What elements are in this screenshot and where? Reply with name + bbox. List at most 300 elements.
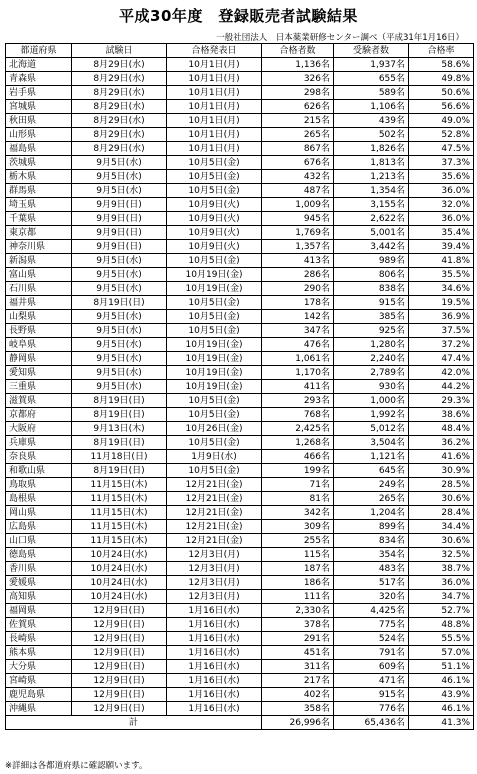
examinees-cell: 806名	[334, 268, 409, 282]
pass-rate-cell: 42.0%	[409, 366, 474, 380]
announcement-date-cell: 10月19日(金)	[167, 366, 262, 380]
examinees-cell: 1,121名	[334, 450, 409, 464]
announcement-date-cell: 1月16日(水)	[167, 702, 262, 716]
announcement-date-cell: 1月16日(水)	[167, 660, 262, 674]
pass-rate-cell: 35.5%	[409, 268, 474, 282]
table-row	[6, 352, 474, 366]
pass-rate-cell: 37.2%	[409, 338, 474, 352]
exam-date-cell: 8月29日(水)	[72, 72, 167, 86]
announcement-date-cell: 10月5日(金)	[167, 254, 262, 268]
page-title: 平成30年度 登録販売者試験結果	[119, 7, 358, 25]
passed-cell: 217名	[262, 674, 334, 688]
prefecture-cell: 福島県	[6, 142, 72, 156]
examinees-cell: 1,280名	[334, 338, 409, 352]
exam-date-cell: 12月9日(日)	[72, 646, 167, 660]
table-row	[6, 254, 474, 268]
passed-cell: 1,009名	[262, 198, 334, 212]
passed-cell: 1,170名	[262, 366, 334, 380]
exam-date-cell: 11月15日(木)	[72, 478, 167, 492]
passed-cell: 293名	[262, 394, 334, 408]
prefecture-cell: 北海道	[6, 58, 72, 72]
table-row	[6, 674, 474, 688]
examinees-cell: 1,354名	[334, 184, 409, 198]
pass-rate-cell: 36.0%	[409, 212, 474, 226]
header-prefecture: 都道府県	[6, 44, 72, 58]
announcement-date-cell: 10月1日(月)	[167, 128, 262, 142]
exam-date-cell: 9月5日(水)	[72, 324, 167, 338]
exam-date-cell: 9月5日(水)	[72, 268, 167, 282]
prefecture-cell: 栃木県	[6, 170, 72, 184]
passed-cell: 142名	[262, 310, 334, 324]
exam-date-cell: 12月9日(日)	[72, 674, 167, 688]
exam-date-cell: 12月9日(日)	[72, 618, 167, 632]
prefecture-cell: 秋田県	[6, 114, 72, 128]
examinees-cell: 791名	[334, 646, 409, 660]
announcement-date-cell: 1月9日(水)	[167, 450, 262, 464]
passed-cell: 487名	[262, 184, 334, 198]
table-row	[6, 72, 474, 86]
table-row	[6, 408, 474, 422]
pass-rate-cell: 57.0%	[409, 646, 474, 660]
prefecture-cell: 沖縄県	[6, 702, 72, 716]
prefecture-cell: 長野県	[6, 324, 72, 338]
announcement-date-cell: 10月19日(金)	[167, 268, 262, 282]
passed-cell: 199名	[262, 464, 334, 478]
announcement-date-cell: 12月3日(月)	[167, 548, 262, 562]
prefecture-cell: 和歌山県	[6, 464, 72, 478]
prefecture-cell: 福井県	[6, 296, 72, 310]
header-pass-rate: 合格率	[409, 44, 474, 58]
table-row	[6, 660, 474, 674]
announcement-date-cell: 12月3日(月)	[167, 576, 262, 590]
table-row	[6, 436, 474, 450]
table-row	[6, 534, 474, 548]
exam-date-cell: 9月5日(水)	[72, 366, 167, 380]
passed-cell: 867名	[262, 142, 334, 156]
header-examinees: 受験者数	[334, 44, 409, 58]
announcement-date-cell: 10月5日(金)	[167, 156, 262, 170]
passed-cell: 411名	[262, 380, 334, 394]
passed-cell: 347名	[262, 324, 334, 338]
announcement-date-cell: 12月3日(月)	[167, 590, 262, 604]
prefecture-cell: 新潟県	[6, 254, 72, 268]
table-row	[6, 506, 474, 520]
exam-date-cell: 8月29日(水)	[72, 86, 167, 100]
prefecture-cell: 青森県	[6, 72, 72, 86]
exam-date-cell: 9月13日(木)	[72, 422, 167, 436]
examinees-cell: 4,425名	[334, 604, 409, 618]
passed-cell: 342名	[262, 506, 334, 520]
announcement-date-cell: 1月16日(水)	[167, 688, 262, 702]
total-rate: 41.3%	[409, 716, 474, 730]
exam-date-cell: 12月9日(日)	[72, 604, 167, 618]
prefecture-cell: 富山県	[6, 268, 72, 282]
table-row	[6, 646, 474, 660]
pass-rate-cell: 46.1%	[409, 702, 474, 716]
examinees-cell: 838名	[334, 282, 409, 296]
table-row	[6, 450, 474, 464]
table-row	[6, 212, 474, 226]
pass-rate-cell: 38.6%	[409, 408, 474, 422]
pass-rate-cell: 41.8%	[409, 254, 474, 268]
passed-cell: 378名	[262, 618, 334, 632]
table-row	[6, 100, 474, 114]
examinees-cell: 1,000名	[334, 394, 409, 408]
examinees-cell: 249名	[334, 478, 409, 492]
passed-cell: 413名	[262, 254, 334, 268]
prefecture-cell: 鳥取県	[6, 478, 72, 492]
total-passed: 26,996名	[262, 716, 334, 730]
examinees-cell: 524名	[334, 632, 409, 646]
examinees-cell: 1,204名	[334, 506, 409, 520]
exam-date-cell: 9月5日(水)	[72, 352, 167, 366]
pass-rate-cell: 39.4%	[409, 240, 474, 254]
pass-rate-cell: 49.0%	[409, 114, 474, 128]
announcement-date-cell: 1月16日(水)	[167, 632, 262, 646]
prefecture-cell: 熊本県	[6, 646, 72, 660]
passed-cell: 298名	[262, 86, 334, 100]
examinees-cell: 1,826名	[334, 142, 409, 156]
announcement-date-cell: 1月16日(水)	[167, 674, 262, 688]
exam-date-cell: 8月29日(水)	[72, 142, 167, 156]
passed-cell: 311名	[262, 660, 334, 674]
passed-cell: 1,136名	[262, 58, 334, 72]
exam-date-cell: 12月9日(日)	[72, 688, 167, 702]
exam-date-cell: 9月5日(水)	[72, 310, 167, 324]
passed-cell: 186名	[262, 576, 334, 590]
announcement-date-cell: 12月21日(金)	[167, 478, 262, 492]
prefecture-cell: 兵庫県	[6, 436, 72, 450]
examinees-cell: 655名	[334, 72, 409, 86]
prefecture-cell: 千葉県	[6, 212, 72, 226]
table-row	[6, 296, 474, 310]
pass-rate-cell: 34.7%	[409, 590, 474, 604]
pass-rate-cell: 35.6%	[409, 170, 474, 184]
passed-cell: 1,769名	[262, 226, 334, 240]
examinees-cell: 925名	[334, 324, 409, 338]
table-row	[6, 380, 474, 394]
exam-date-cell: 9月9日(日)	[72, 240, 167, 254]
announcement-date-cell: 10月5日(金)	[167, 310, 262, 324]
announcement-date-cell: 10月5日(金)	[167, 408, 262, 422]
announcement-date-cell: 10月5日(金)	[167, 394, 262, 408]
exam-date-cell: 8月19日(日)	[72, 296, 167, 310]
table-row	[6, 184, 474, 198]
pass-rate-cell: 47.5%	[409, 142, 474, 156]
announcement-date-cell: 10月19日(金)	[167, 352, 262, 366]
exam-date-cell: 11月15日(木)	[72, 492, 167, 506]
passed-cell: 215名	[262, 114, 334, 128]
exam-date-cell: 12月9日(日)	[72, 660, 167, 674]
header-exam-date: 試験日	[72, 44, 167, 58]
prefecture-cell: 岐阜県	[6, 338, 72, 352]
table-row	[6, 198, 474, 212]
table-row	[6, 156, 474, 170]
exam-date-cell: 11月15日(木)	[72, 506, 167, 520]
passed-cell: 1,357名	[262, 240, 334, 254]
prefecture-cell: 香川県	[6, 562, 72, 576]
examinees-cell: 3,442名	[334, 240, 409, 254]
announcement-date-cell: 10月19日(金)	[167, 338, 262, 352]
table-row	[6, 562, 474, 576]
examinees-cell: 517名	[334, 576, 409, 590]
examinees-cell: 915名	[334, 688, 409, 702]
pass-rate-cell: 37.5%	[409, 324, 474, 338]
pass-rate-cell: 37.3%	[409, 156, 474, 170]
exam-date-cell: 9月5日(水)	[72, 380, 167, 394]
table-row	[6, 590, 474, 604]
exam-date-cell: 11月15日(木)	[72, 520, 167, 534]
passed-cell: 2,425名	[262, 422, 334, 436]
announcement-date-cell: 10月5日(金)	[167, 324, 262, 338]
prefecture-cell: 岡山県	[6, 506, 72, 520]
pass-rate-cell: 58.6%	[409, 58, 474, 72]
passed-cell: 291名	[262, 632, 334, 646]
pass-rate-cell: 38.7%	[409, 562, 474, 576]
prefecture-cell: 高知県	[6, 590, 72, 604]
examinees-cell: 609名	[334, 660, 409, 674]
examinees-cell: 834名	[334, 534, 409, 548]
passed-cell: 358名	[262, 702, 334, 716]
table-row	[6, 142, 474, 156]
footnote: ※詳細は各都道府県に確認願います。	[5, 761, 148, 771]
exam-date-cell: 8月19日(日)	[72, 436, 167, 450]
total-label: 計	[6, 716, 262, 730]
table-row	[6, 688, 474, 702]
exam-date-cell: 12月9日(日)	[72, 702, 167, 716]
passed-cell: 178名	[262, 296, 334, 310]
pass-rate-cell: 49.8%	[409, 72, 474, 86]
passed-cell: 432名	[262, 170, 334, 184]
pass-rate-cell: 34.4%	[409, 520, 474, 534]
prefecture-cell: 長崎県	[6, 632, 72, 646]
table-row	[6, 394, 474, 408]
passed-cell: 265名	[262, 128, 334, 142]
table-row	[6, 310, 474, 324]
prefecture-cell: 福岡県	[6, 604, 72, 618]
passed-cell: 945名	[262, 212, 334, 226]
table-row	[6, 478, 474, 492]
table-row	[6, 324, 474, 338]
announcement-date-cell: 10月1日(月)	[167, 142, 262, 156]
exam-date-cell: 9月9日(日)	[72, 198, 167, 212]
examinees-cell: 2,240名	[334, 352, 409, 366]
table-row	[6, 128, 474, 142]
announcement-date-cell: 10月26日(金)	[167, 422, 262, 436]
prefecture-cell: 奈良県	[6, 450, 72, 464]
exam-date-cell: 9月5日(水)	[72, 156, 167, 170]
prefecture-cell: 宮城県	[6, 100, 72, 114]
examinees-cell: 1,813名	[334, 156, 409, 170]
exam-date-cell: 8月29日(水)	[72, 58, 167, 72]
examinees-cell: 915名	[334, 296, 409, 310]
prefecture-cell: 群馬県	[6, 184, 72, 198]
pass-rate-cell: 28.5%	[409, 478, 474, 492]
prefecture-cell: 埼玉県	[6, 198, 72, 212]
announcement-date-cell: 12月21日(金)	[167, 506, 262, 520]
exam-date-cell: 10月24日(水)	[72, 548, 167, 562]
examinees-cell: 930名	[334, 380, 409, 394]
exam-date-cell: 9月5日(水)	[72, 184, 167, 198]
table-row	[6, 618, 474, 632]
pass-rate-cell: 36.0%	[409, 576, 474, 590]
table-row	[6, 576, 474, 590]
passed-cell: 309名	[262, 520, 334, 534]
prefecture-cell: 静岡県	[6, 352, 72, 366]
pass-rate-cell: 55.5%	[409, 632, 474, 646]
passed-cell: 255名	[262, 534, 334, 548]
pass-rate-cell: 51.1%	[409, 660, 474, 674]
pass-rate-cell: 36.2%	[409, 436, 474, 450]
passed-cell: 402名	[262, 688, 334, 702]
passed-cell: 626名	[262, 100, 334, 114]
table-row	[6, 422, 474, 436]
passed-cell: 326名	[262, 72, 334, 86]
passed-cell: 676名	[262, 156, 334, 170]
exam-date-cell: 12月9日(日)	[72, 632, 167, 646]
exam-date-cell: 10月24日(水)	[72, 562, 167, 576]
announcement-date-cell: 10月5日(金)	[167, 184, 262, 198]
examinees-cell: 5,012名	[334, 422, 409, 436]
passed-cell: 71名	[262, 478, 334, 492]
examinees-cell: 899名	[334, 520, 409, 534]
exam-date-cell: 11月18日(日)	[72, 450, 167, 464]
prefecture-cell: 山梨県	[6, 310, 72, 324]
examinees-cell: 3,504名	[334, 436, 409, 450]
table-row	[6, 520, 474, 534]
passed-cell: 115名	[262, 548, 334, 562]
prefecture-cell: 三重県	[6, 380, 72, 394]
pass-rate-cell: 32.0%	[409, 198, 474, 212]
announcement-date-cell: 12月21日(金)	[167, 534, 262, 548]
prefecture-cell: 茨城県	[6, 156, 72, 170]
prefecture-cell: 愛媛県	[6, 576, 72, 590]
pass-rate-cell: 47.4%	[409, 352, 474, 366]
prefecture-cell: 滋賀県	[6, 394, 72, 408]
total-row	[6, 716, 474, 730]
exam-date-cell: 9月9日(日)	[72, 212, 167, 226]
passed-cell: 2,330名	[262, 604, 334, 618]
table-row	[6, 282, 474, 296]
examinees-cell: 2,789名	[334, 366, 409, 380]
passed-cell: 466名	[262, 450, 334, 464]
passed-cell: 290名	[262, 282, 334, 296]
table-row	[6, 702, 474, 716]
prefecture-cell: 神奈川県	[6, 240, 72, 254]
pass-rate-cell: 36.9%	[409, 310, 474, 324]
prefecture-cell: 京都府	[6, 408, 72, 422]
pass-rate-cell: 44.2%	[409, 380, 474, 394]
passed-cell: 1,268名	[262, 436, 334, 450]
table-row	[6, 58, 474, 72]
announcement-date-cell: 12月3日(月)	[167, 562, 262, 576]
pass-rate-cell: 30.9%	[409, 464, 474, 478]
exam-date-cell: 9月5日(水)	[72, 254, 167, 268]
passed-cell: 187名	[262, 562, 334, 576]
pass-rate-cell: 50.6%	[409, 86, 474, 100]
announcement-date-cell: 10月5日(金)	[167, 170, 262, 184]
examinees-cell: 471名	[334, 674, 409, 688]
exam-date-cell: 8月19日(日)	[72, 394, 167, 408]
passed-cell: 1,061名	[262, 352, 334, 366]
exam-date-cell: 10月24日(水)	[72, 576, 167, 590]
exam-date-cell: 8月29日(水)	[72, 100, 167, 114]
announcement-date-cell: 10月19日(金)	[167, 380, 262, 394]
exam-date-cell: 9月9日(日)	[72, 226, 167, 240]
examinees-cell: 385名	[334, 310, 409, 324]
passed-cell: 111名	[262, 590, 334, 604]
examinees-cell: 989名	[334, 254, 409, 268]
source-note: 一般社団法人 日本薬業研修センター調べ（平成31年1月16日）	[216, 33, 464, 43]
pass-rate-cell: 52.8%	[409, 128, 474, 142]
table-row	[6, 366, 474, 380]
exam-date-cell: 10月24日(水)	[72, 590, 167, 604]
prefecture-cell: 宮崎県	[6, 674, 72, 688]
announcement-date-cell: 12月21日(金)	[167, 520, 262, 534]
table-row	[6, 114, 474, 128]
table-row	[6, 226, 474, 240]
prefecture-cell: 鹿児島県	[6, 688, 72, 702]
exam-date-cell: 9月5日(水)	[72, 282, 167, 296]
announcement-date-cell: 10月5日(金)	[167, 464, 262, 478]
table-row	[6, 170, 474, 184]
examinees-cell: 589名	[334, 86, 409, 100]
header-announcement-date: 合格発表日	[167, 44, 262, 58]
pass-rate-cell: 34.6%	[409, 282, 474, 296]
pass-rate-cell: 30.6%	[409, 492, 474, 506]
announcement-date-cell: 10月5日(金)	[167, 296, 262, 310]
exam-date-cell: 11月15日(木)	[72, 534, 167, 548]
prefecture-cell: 愛知県	[6, 366, 72, 380]
announcement-date-cell: 10月9日(火)	[167, 212, 262, 226]
announcement-date-cell: 10月9日(火)	[167, 240, 262, 254]
examinees-cell: 776名	[334, 702, 409, 716]
examinees-cell: 775名	[334, 618, 409, 632]
exam-date-cell: 8月29日(水)	[72, 128, 167, 142]
pass-rate-cell: 48.8%	[409, 618, 474, 632]
table-row	[6, 464, 474, 478]
examinees-cell: 320名	[334, 590, 409, 604]
passed-cell: 768名	[262, 408, 334, 422]
examinees-cell: 1,937名	[334, 58, 409, 72]
announcement-date-cell: 10月1日(月)	[167, 100, 262, 114]
pass-rate-cell: 19.5%	[409, 296, 474, 310]
announcement-date-cell: 10月5日(金)	[167, 436, 262, 450]
announcement-date-cell: 10月1日(月)	[167, 58, 262, 72]
exam-date-cell: 8月19日(日)	[72, 464, 167, 478]
examinees-cell: 1,213名	[334, 170, 409, 184]
table-row	[6, 240, 474, 254]
total-examinees: 65,436名	[334, 716, 409, 730]
passed-cell: 81名	[262, 492, 334, 506]
examinees-cell: 645名	[334, 464, 409, 478]
table-row	[6, 268, 474, 282]
announcement-date-cell: 10月9日(火)	[167, 198, 262, 212]
results-table	[5, 43, 474, 730]
pass-rate-cell: 29.3%	[409, 394, 474, 408]
announcement-date-cell: 10月1日(月)	[167, 86, 262, 100]
announcement-date-cell: 12月21日(金)	[167, 492, 262, 506]
pass-rate-cell: 36.0%	[409, 184, 474, 198]
prefecture-cell: 岩手県	[6, 86, 72, 100]
passed-cell: 476名	[262, 338, 334, 352]
prefecture-cell: 大阪府	[6, 422, 72, 436]
announcement-date-cell: 1月16日(水)	[167, 646, 262, 660]
exam-date-cell: 8月19日(日)	[72, 408, 167, 422]
announcement-date-cell: 10月1日(月)	[167, 114, 262, 128]
table-row	[6, 86, 474, 100]
passed-cell: 286名	[262, 268, 334, 282]
